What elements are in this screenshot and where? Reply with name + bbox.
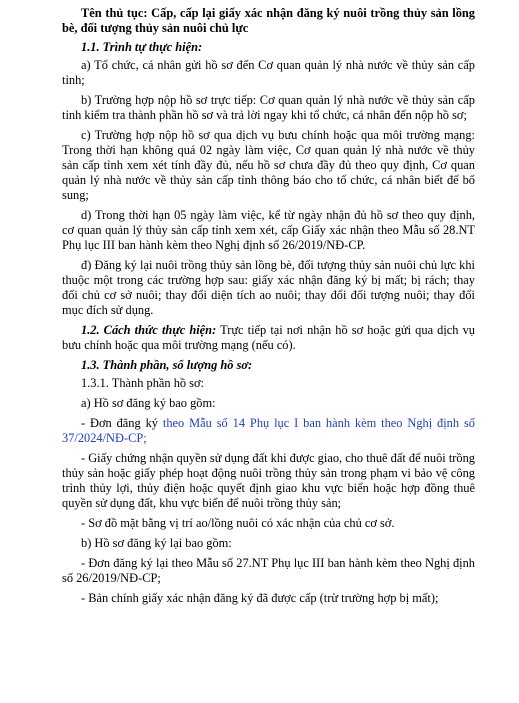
part-a-label: a) Hồ sơ đăng ký bao gồm: xyxy=(81,396,216,410)
part-b-label: b) Hồ sơ đăng ký lại bao gồm: xyxy=(81,536,232,550)
section-1-3-1-heading: 1.3.1. Thành phần hồ sơ: xyxy=(81,376,204,390)
step-d: d) Trong thời hạn 05 ngày làm việc, kể từ ngày nhận đủ hồ sơ theo quy định, cơ quan quản lý thủy sản cấp tỉnh xem xét, cấp Giấy xác nhận theo Mẫu số 28.NT Phụ lục III ban hành kèm theo Nghị định số 26/2019/NĐ-CP. xyxy=(62,208,475,252)
step-a: a) Tổ chức, cá nhân gửi hồ sơ đến Cơ quan quản lý nhà nước về thủy sản cấp tỉnh; xyxy=(62,58,475,87)
section-1-3-heading: 1.3. Thành phần, số lượng hồ sơ: xyxy=(81,358,253,372)
decree-37-link[interactable]: theo Mẫu số 14 Phụ lục I ban hành kèm theo Nghị định số 37/2024/NĐ-CP; xyxy=(62,416,475,445)
step-b: b) Trường hợp nộp hồ sơ trực tiếp: Cơ quan quản lý nhà nước về thủy sản cấp tỉnh kiểm tra thành phần hồ sơ và trả lời ngay khi tổ chức, cá nhân đến nộp hồ sơ; xyxy=(62,93,475,122)
step-dd: đ) Đăng ký lại nuôi trồng thủy sản lồng bè, đối tượng thủy sản nuôi chủ lực khi thuộc một trong các trường hợp sau: giấy xác nhận đăng ký bị mất; bị rách; thay đổi chủ cơ sở nuôi; thay đổi diện tích ao nuôi; thay đổi đối tượng nuôi; thay đổi mục đích sử dụng. xyxy=(62,258,475,317)
step-c: c) Trường hợp nộp hồ sơ qua dịch vụ bưu chính hoặc qua môi trường mạng: Trong thời hạn không quá 02 ngày làm việc, Cơ quan quản lý nhà nước về thủy sản cấp tỉnh xem xét tính đầy đủ, nếu hồ sơ chưa đầy đủ theo quy định, Cơ quan quản lý nhà nước về thủy sản cấp tỉnh thông báo cho tổ chức, cá nhân biết để bổ sung; xyxy=(62,128,475,202)
section-1-2-heading: 1.2. Cách thức thực hiện: xyxy=(81,323,217,337)
part-a-item-1-prefix: - Đơn đăng ký xyxy=(81,416,163,430)
part-a-item-2: - Giấy chứng nhận quyền sử dụng đất khi được giao, cho thuê đất để nuôi trồng thủy sản hoặc giấy phép hoạt động nuôi trồng thủy sản trong phạm vi bảo vệ công trình thủy lợi, thủy điện hoặc quyết định giao khu vực biển hoặc hợp đồng thuê quyền sử dụng đất, khu vực biển để nuôi trồng thủy sản; xyxy=(62,451,475,510)
section-1-2 xyxy=(62,323,475,353)
part-b-item-2: - Bản chính giấy xác nhận đăng ký đã được cấp (trừ trường hợp bị mất); xyxy=(81,591,439,605)
part-b-item-1: - Đơn đăng ký lại theo Mẫu số 27.NT Phụ lục III ban hành kèm theo Nghị định số 26/2019/NĐ-CP; xyxy=(62,556,475,585)
section-1-2-text: Trực tiếp tại nơi nhận hồ sơ hoặc gửi qua dịch vụ bưu chính hoặc qua môi trường mạng (nếu có). xyxy=(62,323,475,352)
part-a-item-3: - Sơ đồ mặt bằng vị trí ao/lồng nuôi có xác nhận của chủ cơ sở. xyxy=(81,516,395,530)
part-a-item-1 xyxy=(62,416,475,446)
section-1-1-heading: 1.1. Trình tự thực hiện: xyxy=(81,40,203,54)
procedure-title: Tên thủ tục: Cấp, cấp lại giấy xác nhận đăng ký nuôi trồng thủy sản lồng bè, đối tượng thủy sản nuôi chủ lực xyxy=(62,6,475,35)
